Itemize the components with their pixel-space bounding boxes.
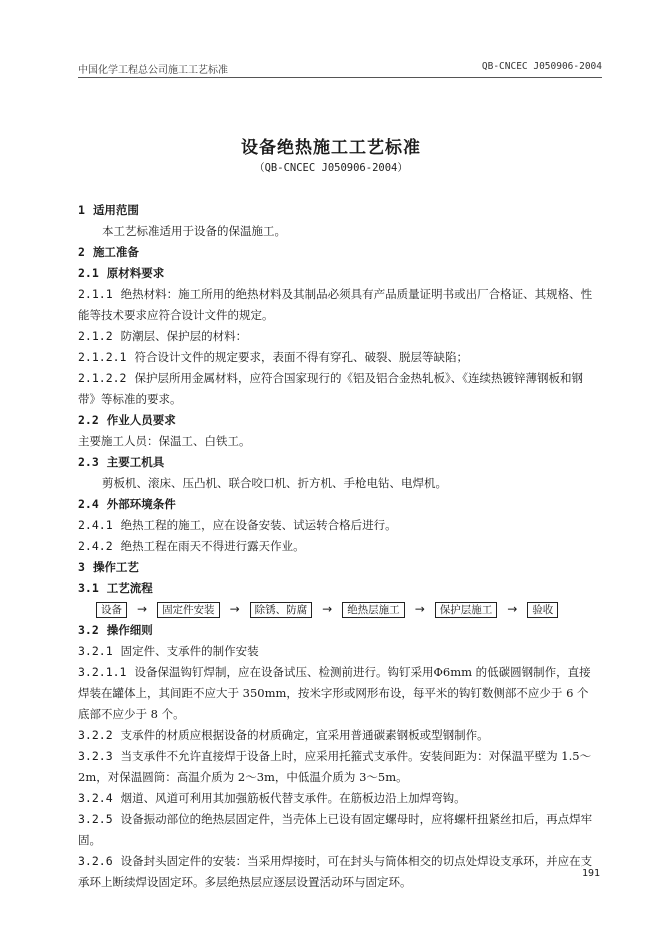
paragraph — [78, 788, 600, 809]
flow-step: 固定件安装 — [157, 602, 220, 618]
section-number: 3.2.1 — [78, 644, 113, 658]
paragraph — [78, 662, 600, 725]
section-number: 2.3 — [78, 455, 99, 469]
section-number: 2.2 — [78, 413, 99, 427]
section-number: 3.2.1.1 — [78, 665, 127, 679]
section-heading — [78, 242, 600, 263]
section-heading — [78, 578, 600, 599]
document-code: （QB-CNCEC J050906-2004） — [254, 162, 408, 174]
paragraph — [78, 368, 600, 410]
section-text: 保护层所用金属材料，应符合国家现行的《铝及铝合金热轧板》、《连续热镀锌薄钢板和钢带》等标准的要求。 — [78, 371, 583, 406]
section-number: 2.1 — [78, 266, 99, 280]
flow-step: 设备 — [96, 602, 127, 618]
paragraph — [78, 347, 600, 368]
paragraph — [78, 536, 600, 557]
section-number: 1 — [78, 203, 85, 217]
section-number: 2.1.2 — [78, 329, 113, 343]
section-heading — [78, 200, 600, 221]
flow-step: 除锈、防腐 — [250, 602, 313, 618]
document-body — [78, 200, 600, 893]
section-number: 2.4.2 — [78, 539, 113, 553]
section-text: 烟道、风道可利用其加强筋板代替支承件。在筋板边沿上加焊弯钩。 — [120, 791, 466, 805]
section-text: 外部环境条件 — [106, 497, 176, 511]
section-text: 主要工机具 — [106, 455, 165, 469]
flow-step: 绝热层施工 — [342, 602, 405, 618]
section-text: 设备保温钩钉焊制，应在设备试压、检测前进行。钩钉采用Φ6mm 的低碳圆钢制作，直接焊装在罐体上，其间距不应大于 350mm，按米字形或网形布设，每平米的钩钉数侧部不应少于 6 个底部不应少于 8 个。 — [78, 665, 591, 721]
section-number: 2 — [78, 245, 85, 259]
section-number: 3.2.6 — [78, 854, 113, 868]
section-text: 作业人员要求 — [106, 413, 176, 427]
flow-arrow-icon: → — [507, 602, 518, 616]
section-text: 符合设计文件的规定要求，表面不得有穿孔、破裂、脱层等缺陷； — [134, 350, 468, 364]
section-text: 本工艺标准适用于设备的保温施工。 — [102, 224, 286, 238]
section-text: 工艺流程 — [106, 581, 153, 595]
section-text: 施工准备 — [92, 245, 139, 259]
flow-arrow-icon: → — [322, 602, 333, 616]
section-heading — [78, 557, 600, 578]
flow-arrow-icon: → — [414, 602, 425, 616]
section-number: 2.1.1 — [78, 287, 113, 301]
section-text: 绝热工程的施工，应在设备安装、试运转合格后进行。 — [120, 518, 397, 532]
section-text: 绝热材料：施工所用的绝热材料及其制品必须具有产品质量证明书或出厂合格证、其规格、性能等技术要求应符合设计文件的规定。 — [78, 287, 593, 322]
paragraph — [78, 431, 600, 452]
section-text: 固定件、支承件的制作安装 — [120, 644, 259, 658]
section-number: 3 — [78, 560, 85, 574]
paragraph — [78, 284, 600, 326]
section-number: 3.1 — [78, 581, 99, 595]
paragraph — [78, 641, 600, 662]
section-number: 2.4.1 — [78, 518, 113, 532]
section-number: 2.1.2.2 — [78, 371, 127, 385]
paragraph — [78, 326, 600, 347]
section-text: 设备振动部位的绝热层固定件，当壳体上已设有固定螺母时，应将螺杆扭紧丝扣后，再点焊牢固。 — [78, 812, 593, 847]
paragraph — [78, 746, 600, 788]
paragraph — [78, 473, 600, 494]
section-text: 当支承件不允许直接焊于设备上时，应采用托箍式支承件。安装间距为：对保温平壁为 1.5～2m，对保温圆筒：高温介质为 2～3m，中低温介质为 3～5m。 — [78, 749, 592, 784]
section-number: 3.2.5 — [78, 812, 113, 826]
section-text: 原材料要求 — [106, 266, 165, 280]
section-text: 适用范围 — [92, 203, 139, 217]
flow-arrow-icon: → — [229, 602, 240, 616]
paragraph — [78, 809, 600, 851]
section-text: 剪板机、滚床、压凸机、联合咬口机、折方机、手枪电钻、电焊机。 — [102, 476, 447, 490]
flow-arrow-icon: → — [137, 602, 148, 616]
section-number: 3.2.3 — [78, 749, 113, 763]
running-header — [78, 61, 602, 78]
paragraph — [78, 221, 600, 242]
section-number: 3.2.2 — [78, 728, 113, 742]
section-text: 主要施工人员：保温工、白铁工。 — [78, 434, 251, 448]
flow-step: 验收 — [527, 602, 558, 618]
section-text: 操作工艺 — [92, 560, 139, 574]
paragraph — [78, 515, 600, 536]
paragraph — [78, 851, 600, 893]
section-text: 绝热工程在雨天不得进行露天作业。 — [120, 539, 305, 553]
section-heading — [78, 620, 600, 641]
header-organization: 中国化学工程总公司施工工艺标准 — [78, 65, 228, 76]
header-standard-code: QB-CNCEC J050906-2004 — [481, 61, 602, 72]
page-number: 191 — [581, 868, 600, 879]
document-title: 设备绝热施工工艺标准 — [241, 138, 421, 158]
process-flow — [78, 599, 600, 620]
paragraph — [78, 725, 600, 746]
section-heading — [78, 452, 600, 473]
section-heading — [78, 410, 600, 431]
section-text: 设备封头固定件的安装：当采用焊接时，可在封头与筒体相交的切点处焊设支承环，并应在支承环上断续焊设固定环。多层绝热层应逐层设置活动环与固定环。 — [78, 854, 593, 889]
section-text: 操作细则 — [106, 623, 153, 637]
flow-step: 保护层施工 — [435, 602, 498, 618]
section-number: 2.4 — [78, 497, 99, 511]
section-heading — [78, 263, 600, 284]
section-number: 3.2.4 — [78, 791, 113, 805]
section-number: 2.1.2.1 — [78, 350, 127, 364]
section-number: 3.2 — [78, 623, 99, 637]
section-heading — [78, 494, 600, 515]
section-text: 防潮层、保护层的材料： — [120, 329, 248, 343]
section-text: 支承件的材质应根据设备的材质确定，宜采用普通碳素钢板或型钢制作。 — [120, 728, 489, 742]
